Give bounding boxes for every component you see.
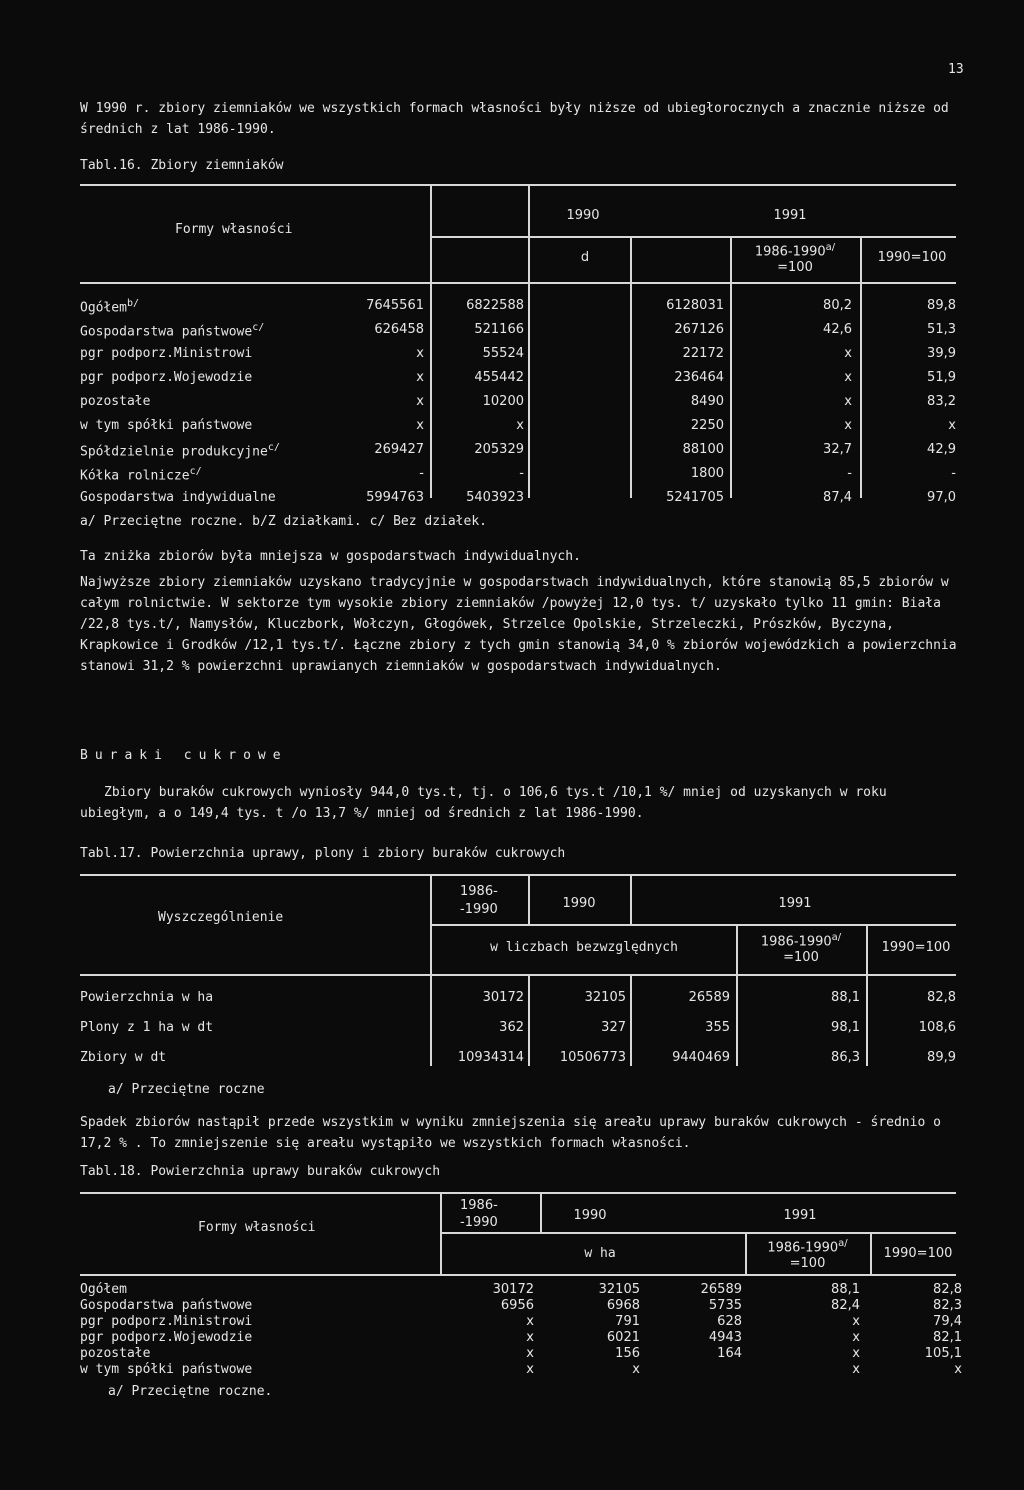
table-16-title: Tabl.16. Zbiory ziemniaków <box>80 158 284 173</box>
table-cell: 5241705 <box>666 490 724 505</box>
table-18-head-avg-base: =100 <box>789 1256 826 1271</box>
table-cell: 236464 <box>674 370 724 385</box>
table-cell: 82,8 <box>927 990 956 1005</box>
row-label: Powierzchnia w ha <box>80 990 214 1005</box>
row-label: w tym spółki państwowe <box>80 418 253 433</box>
table-18-head-1990: 1990 <box>573 1208 607 1223</box>
table-cell: 7645561 <box>366 298 424 313</box>
row-label: pgr podporz.Wojewodzie <box>80 370 253 385</box>
table-cell: 32105 <box>598 1282 640 1297</box>
table-18-head-avg: $1986-1990^{a/}$ <box>767 1238 848 1256</box>
table-17-stub-header: Wyszczególnienie <box>158 910 284 925</box>
table-cell: - <box>847 466 852 481</box>
table-18-head-ha: w ha <box>584 1246 616 1261</box>
table-cell: - <box>519 466 524 481</box>
potato-paragraph-1: Ta zniżka zbiorów była mniejsza w gospodarstwach indywidualnych. <box>80 549 581 564</box>
table-cell: x <box>632 1362 640 1377</box>
table-cell: x <box>844 370 852 385</box>
table-cell: 164 <box>717 1346 742 1361</box>
table-cell: x <box>526 1314 534 1329</box>
table-cell: 9440469 <box>672 1050 730 1065</box>
table-cell: x <box>948 418 956 433</box>
row-label: Spółdzielnie produkcyjne$^{c/}$ <box>80 442 280 460</box>
table-cell: 327 <box>601 1020 626 1035</box>
table-cell: - <box>951 466 956 481</box>
table-cell: 82,4 <box>831 1298 860 1313</box>
row-label: pozostałe <box>80 394 151 409</box>
table-cell: 55524 <box>482 346 524 361</box>
row-label: Plony z 1 ha w dt <box>80 1020 214 1035</box>
table-cell: x <box>516 418 524 433</box>
table-cell: 32,7 <box>823 442 852 457</box>
table-cell: 83,2 <box>927 394 956 409</box>
table-cell: x <box>852 1362 860 1377</box>
table-cell: 97,0 <box>927 490 956 505</box>
table-cell: 80,2 <box>823 298 852 313</box>
table-17-head-absolute: w liczbach bezwzględnych <box>490 940 678 955</box>
row-label: Ogółem <box>80 1282 127 1297</box>
page-number: 13 <box>948 62 964 77</box>
table-cell: 5994763 <box>366 490 424 505</box>
table-17-footnote: a/ Przeciętne roczne <box>108 1082 265 1097</box>
table-cell: x <box>852 1346 860 1361</box>
table-cell: 89,9 <box>927 1050 956 1065</box>
table-16-head-1990: 1990 <box>566 208 600 223</box>
table-18-head-avg-bottom: -1990 <box>460 1215 498 1230</box>
table-cell: x <box>416 346 424 361</box>
row-label: Kółka rolnicze$^{c/}$ <box>80 466 202 484</box>
table-cell: 355 <box>705 1020 730 1035</box>
row-label: pgr podporz.Ministrowi <box>80 1314 253 1329</box>
table-cell: 39,9 <box>927 346 956 361</box>
table-cell: 79,4 <box>933 1314 962 1329</box>
table-cell: 1800 <box>690 466 724 481</box>
table-cell: - <box>419 466 424 481</box>
table-cell: 42,6 <box>823 322 852 337</box>
table-cell: x <box>844 394 852 409</box>
table-cell: x <box>526 1346 534 1361</box>
table-cell: 455442 <box>474 370 524 385</box>
table-cell: 10200 <box>482 394 524 409</box>
table-cell: 521166 <box>474 322 524 337</box>
table-cell: 89,8 <box>927 298 956 313</box>
table-cell: 10506773 <box>559 1050 626 1065</box>
table-cell: 51,9 <box>927 370 956 385</box>
table-cell: 108,6 <box>918 1020 956 1035</box>
table-16-footnote: a/ Przeciętne roczne. b/Z działkami. c/ Bez działek. <box>80 514 487 529</box>
table-cell: x <box>416 394 424 409</box>
table-17-head-idx: 1990=100 <box>881 940 951 955</box>
row-label: Ogółem$^{b/}$ <box>80 298 140 316</box>
table-cell: x <box>852 1314 860 1329</box>
table-cell: x <box>844 346 852 361</box>
table-cell: 98,1 <box>831 1020 860 1035</box>
table-cell: 82,3 <box>933 1298 962 1313</box>
table-cell: 791 <box>615 1314 640 1329</box>
table-18-title: Tabl.18. Powierzchnia uprawy buraków cukrowych <box>80 1164 441 1179</box>
table-17-head-avg: $1986-1990^{a/}$ <box>760 932 842 950</box>
table-cell: 30172 <box>482 990 524 1005</box>
table-cell: 22172 <box>682 346 724 361</box>
row-label: pgr podporz.Ministrowi <box>80 346 253 361</box>
table-cell: 105,1 <box>924 1346 962 1361</box>
table-cell: 6021 <box>606 1330 640 1345</box>
section-title-sugar-beet: Buraki cukrowe <box>80 748 288 763</box>
table-cell: 30172 <box>492 1282 534 1297</box>
table-cell: 88100 <box>682 442 724 457</box>
table-16-head-d: d <box>580 250 590 265</box>
table-cell: 32105 <box>584 990 626 1005</box>
row-label: pozostałe <box>80 1346 151 1361</box>
table-16-head-1991: 1991 <box>773 208 807 223</box>
table-cell: 86,3 <box>831 1050 860 1065</box>
table-cell: 26589 <box>688 990 730 1005</box>
table-cell: 267126 <box>674 322 724 337</box>
table-cell: 42,9 <box>927 442 956 457</box>
table-cell: 5735 <box>708 1298 742 1313</box>
table-17-head-avg-bottom: -1990 <box>460 902 498 917</box>
row-label: Gospodarstwa państwowe$^{c/}$ <box>80 322 265 340</box>
table-cell: 88,1 <box>831 1282 860 1297</box>
table-18-head-avg-top: 1986- <box>460 1198 498 1213</box>
table-16-head-avg-base: =100 <box>777 260 813 275</box>
table-cell: x <box>526 1330 534 1345</box>
table-16-stub-header: Formy własności <box>175 222 293 237</box>
row-label: pgr podporz.Wojewodzie <box>80 1330 253 1345</box>
table-cell: 4943 <box>708 1330 742 1345</box>
table-cell: x <box>844 418 852 433</box>
potato-paragraph-2: Najwyższe zbiory ziemniaków uzyskano tradycyjnie w gospodarstwach indywidualnych, które stanowią 85,5 zbiorów w całym rolnictwie. W sektorze tym wysokie zbiory ziemniaków /powyżej 12,0 tys. t/ uzyskało tylko 11 gmin: Biała /22,8 tys.t/, Namysłów, Kluczbork, Wołczyn, Głogówek, Strzelce Opolskie, Strzeleczki, Prószków, Byczyna, Krapkowice i Grodków /12,1 tys.t/. Łączne zbiory z tych gmin stanowią 34,0 % zbiorów wojewódzkich a powierzchnia stanowi 31,2 % powierzchni uprawianych ziemniaków w gospodarstwach indywidualnych. <box>80 575 957 674</box>
table-cell: 6822588 <box>466 298 524 313</box>
table-17-head-1990: 1990 <box>562 896 596 911</box>
table-cell: x <box>416 370 424 385</box>
table-cell: 156 <box>615 1346 640 1361</box>
table-cell: 2250 <box>690 418 724 433</box>
row-label: Gospodarstwa indywidualne <box>80 490 276 505</box>
table-cell: 82,1 <box>933 1330 962 1345</box>
table-cell: 26589 <box>700 1282 742 1297</box>
row-label: Gospodarstwa państwowe <box>80 1298 253 1313</box>
table-18-head-idx: 1990=100 <box>883 1246 953 1261</box>
row-label: Zbiory w dt <box>80 1050 167 1065</box>
table-cell: 6956 <box>500 1298 534 1313</box>
table-cell: 205329 <box>474 442 524 457</box>
table-18-stub-header: Formy własności <box>198 1220 316 1235</box>
table-17-title: Tabl.17. Powierzchnia uprawy, plony i zbiory buraków cukrowych <box>80 846 566 861</box>
table-cell: x <box>526 1362 534 1377</box>
table-16-head-avg: $1986-1990^{a/}$ <box>754 242 836 260</box>
table-cell: 6968 <box>606 1298 640 1313</box>
table-cell: 82,8 <box>933 1282 962 1297</box>
row-label: w tym spółki państwowe <box>80 1362 253 1377</box>
table-cell: 362 <box>499 1020 524 1035</box>
table-cell: 628 <box>717 1314 742 1329</box>
table-cell: 51,3 <box>927 322 956 337</box>
table-cell: 626458 <box>374 322 424 337</box>
table-cell: 5403923 <box>466 490 524 505</box>
intro-paragraph: W 1990 r. zbiory ziemniaków we wszystkich formach własności były niższe od ubiegłorocznych a znacznie niższe od średnich z lat 1986-1990. <box>80 101 949 137</box>
table-cell: 269427 <box>374 442 424 457</box>
table-cell: 6128031 <box>666 298 724 313</box>
table-18-footnote: a/ Przeciętne roczne. <box>108 1384 273 1399</box>
table-cell: x <box>852 1330 860 1345</box>
table-cell: 10934314 <box>457 1050 524 1065</box>
table-17-head-1991: 1991 <box>778 896 812 911</box>
table-17-head-avg-base: =100 <box>783 950 819 965</box>
table-cell: 87,4 <box>823 490 852 505</box>
table-18-head-1991: 1991 <box>783 1208 817 1223</box>
table-cell: 8490 <box>690 394 724 409</box>
table-16-head-idx: 1990=100 <box>877 250 947 265</box>
table-cell: 88,1 <box>831 990 860 1005</box>
table-cell: x <box>954 1362 962 1377</box>
table-17-head-avg-top: 1986- <box>460 884 498 899</box>
beet-paragraph-1: Zbiory buraków cukrowych wyniosły 944,0 tys.t, tj. o 106,6 tys.t /10,1 %/ mniej od uzyskanych w roku ubiegłym, a o 149,4 tys. t /o 13,7 %/ mniej od średnich z lat 1986-1990. <box>80 785 887 821</box>
beet-paragraph-2: Spadek zbiorów nastąpił przede wszystkim w wyniku zmniejszenia się areału uprawy buraków cukrowych - średnio o 17,2 % . To zmniejszenie się areału wystąpiło we wszystkich formach własności. <box>80 1115 941 1151</box>
table-cell: x <box>416 418 424 433</box>
